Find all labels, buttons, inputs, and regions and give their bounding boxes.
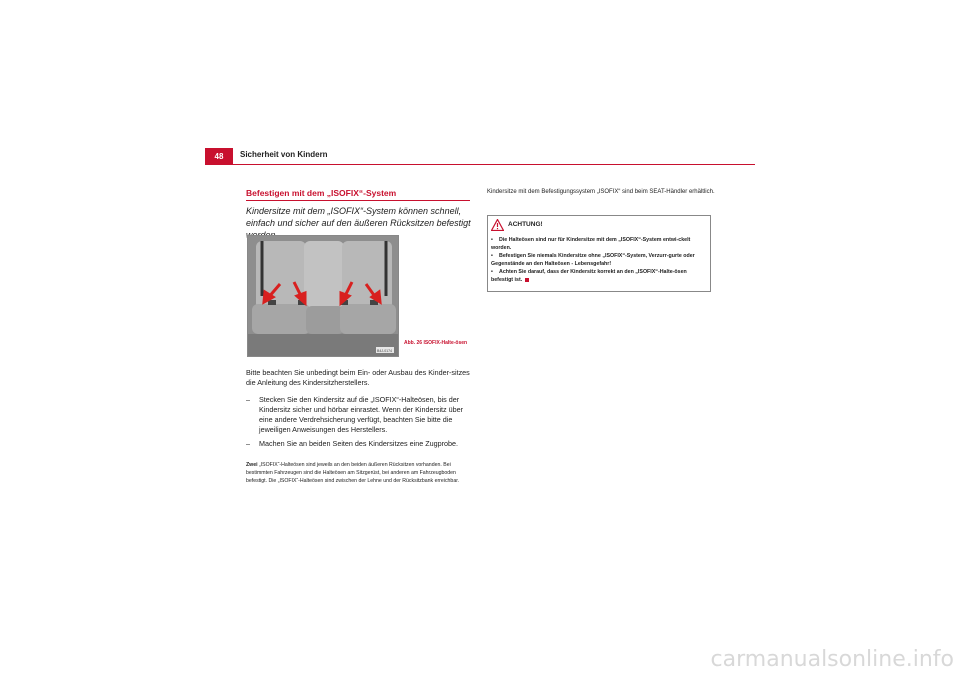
- section-divider: [246, 200, 470, 201]
- warning-item: [491, 252, 707, 268]
- warning-label: ACHTUNG!: [508, 221, 543, 228]
- page-number: 48: [205, 148, 233, 164]
- bullet: •: [491, 237, 493, 243]
- section-intro: Kindersitze mit dem „ISOFIX“-System können schnell, einfach und sicher auf den äußeren Rücksitzen befestigt: [246, 206, 471, 228]
- step-text: Stecken Sie den Kindersitz auf die „ISOFIX“-Halteösen, bis der Kindersitz sicher und hörbar einrastet. Wenn der Kindersitz über eine andere Verdrehsicherung verfügt, beachten Sie bitte die jeweiligen Anweisungen des Herstellers.: [259, 395, 464, 434]
- paragraph-instructions: Bitte beachten Sie unbedingt beim Ein- oder Ausbau des Kinder-sitzes die Anleitung des Kindersitzherstellers.: [246, 368, 470, 387]
- step-marker: –: [246, 439, 250, 448]
- warning-list: [491, 236, 707, 284]
- section-title: Befestigen mit dem „ISOFIX“-System: [246, 188, 397, 198]
- figure-code: B4J-0174: [377, 349, 392, 353]
- chapter-title: Sicherheit von Kindern: [240, 150, 328, 159]
- isofix-figure: [247, 235, 399, 357]
- watermark: carmanualsonline.info: [710, 647, 954, 672]
- step-text: Machen Sie an beiden Seiten des Kindersitzes eine Zugprobe.: [259, 439, 458, 448]
- bullet: •: [491, 253, 493, 259]
- step-item-2: [246, 439, 470, 449]
- step-marker: –: [246, 395, 250, 404]
- warning-item: [491, 268, 707, 284]
- end-marker-icon: [525, 278, 529, 282]
- note-text: „ISOFIX“-Halteösen sind jeweils an den beiden äußeren Rücksitzen vorhanden. Bei bestimmten Fahrzeugen sind die Halteösen am Sitzgerüst, bei anderen am Fahrzeugboden befestigt. Die „ISOFIX“-Halteösen sind zwischen der Lehne und der Rücksitzbank erreichbar.: [246, 462, 460, 484]
- warning-box: [487, 215, 711, 292]
- step-item-1: [246, 395, 470, 435]
- warning-header: [488, 216, 710, 233]
- bullet: •: [491, 269, 493, 275]
- warning-text: Achten Sie darauf, dass der Kindersitz korrekt an den „ISOFIX“-Halte-ösen befestigt ist.: [491, 269, 687, 283]
- warning-text: Die Halteösen sind nur für Kindersitze mit dem „ISOFIX“-System entwi-ckelt worden.: [491, 237, 691, 251]
- dealer-info: Kindersitze mit dem Befestigungssystem „ISOFIX“ sind beim SEAT-Händler erhältlich.: [487, 189, 715, 195]
- rear-seat-illustration: [248, 236, 398, 356]
- warning-item: [491, 236, 707, 252]
- isofix-note: [246, 461, 472, 485]
- header-divider: [205, 164, 755, 165]
- warning-triangle-icon: [491, 219, 504, 231]
- figure-caption: Abb. 26 ISOFIX-Halte-ösen: [404, 340, 468, 346]
- note-lead: Zwei: [246, 462, 258, 468]
- warning-text: Befestigen Sie niemals Kindersitze ohne „ISOFIX“-System, Verzurr-gurte oder Gegenstände an den Halteösen - Lebensgefahr!: [491, 253, 695, 267]
